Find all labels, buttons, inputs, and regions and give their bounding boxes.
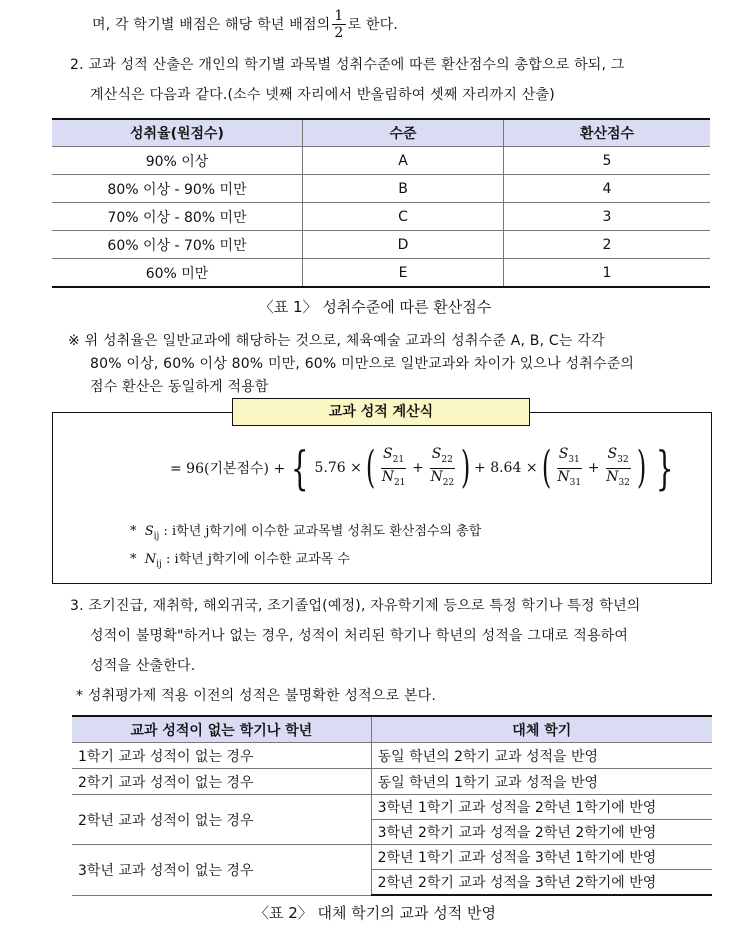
subscript: 32 [618, 477, 630, 488]
fraction-numerator: 1 [334, 7, 344, 24]
symbol-s: S [431, 445, 442, 462]
formula-box-title: 교과 성적 계산식 [232, 398, 530, 426]
legend-s-ij [130, 520, 481, 542]
subscript: 21 [393, 477, 406, 488]
cell-missing: 2학년 교과 성적이 없는 경우 [72, 795, 371, 845]
cell-score: 3 [504, 203, 711, 231]
fraction-s31-n31 [557, 446, 582, 491]
right-brace-symbol: } [655, 441, 674, 495]
formula-lead: = 96(기본점수) + [170, 461, 286, 477]
table-row [52, 259, 710, 288]
right-paren-symbol: ) [636, 442, 646, 493]
table-row [72, 845, 712, 870]
cell-level: A [303, 147, 504, 175]
subscript: 21 [392, 454, 405, 465]
table-header-row [52, 119, 710, 147]
left-paren-symbol: ( [541, 442, 551, 493]
symbol-n: N [430, 468, 443, 485]
cell-score: 2 [504, 231, 711, 259]
formula-coef2: + 8.64 × [474, 460, 538, 476]
cell-substitute: 2학년 2학기 교과 성적을 3학년 2학기에 반영 [371, 870, 712, 896]
subscript: 31 [569, 477, 582, 488]
table-row [52, 203, 710, 231]
header-converted-score: 환산점수 [504, 119, 711, 147]
note1-line3: 점수 환산은 동일하게 적용함 [90, 379, 269, 395]
cell-rate: 90% 이상 [52, 147, 303, 175]
fraction-denominator: 2 [334, 24, 344, 41]
one-half-fraction [332, 8, 345, 41]
cell-rate: 60% 미만 [52, 259, 303, 288]
header-achievement-rate: 성취율(원점수) [52, 119, 303, 147]
header-level: 수준 [303, 119, 504, 147]
table1-caption: 〈표 1〉 성취수준에 따른 환산점수 [258, 298, 492, 316]
right-paren-symbol: ) [460, 442, 471, 493]
subscript: 32 [617, 454, 629, 465]
symbol-n: N [144, 552, 157, 567]
cell-missing: 2학기 교과 성적이 없는 경우 [72, 769, 371, 795]
fraction-s21-n21 [381, 446, 406, 491]
cell-missing: 1학기 교과 성적이 없는 경우 [72, 743, 371, 769]
grade-formula [170, 440, 679, 496]
cell-substitute: 동일 학년의 1학기 교과 성적을 반영 [371, 769, 712, 795]
cell-level: B [303, 175, 504, 203]
table-row [72, 743, 712, 769]
cell-rate: 80% 이상 - 90% 미만 [52, 175, 303, 203]
plus-sign: + [587, 460, 600, 476]
subscript: ij [156, 559, 162, 570]
subscript: 31 [568, 454, 580, 465]
note1-line2: 80% 이상, 60% 이상 80% 미만, 60% 미만으로 일반교과와 차이가 있으나 성취수준의 [90, 356, 635, 372]
achievement-conversion-table [52, 118, 710, 288]
cell-level: C [303, 203, 504, 231]
table-row [72, 769, 712, 795]
plus-sign: + [412, 460, 424, 476]
left-paren-symbol: ( [365, 442, 376, 493]
cell-rate: 60% 이상 - 70% 미만 [52, 231, 303, 259]
symbol-n: N [606, 468, 619, 485]
cell-substitute: 2학년 1학기 교과 성적을 3학년 1학기에 반영 [371, 845, 712, 870]
intro-text-suffix: 로 한다. [347, 17, 399, 33]
left-brace-symbol: { [291, 441, 309, 495]
table-row [52, 147, 710, 175]
legend-n-ij [130, 548, 350, 570]
symbol-n: N [381, 468, 394, 485]
symbol-s: S [383, 445, 393, 462]
item3-note: * 성취평가제 적용 이전의 성적은 불명확한 성적으로 본다. [76, 688, 437, 704]
cell-level: E [303, 259, 504, 288]
table2-caption: 〈표 2〉 대체 학기의 교과 성적 반영 [253, 904, 497, 922]
cell-rate: 70% 이상 - 80% 미만 [52, 203, 303, 231]
item2-line1: 2. 교과 성적 산출은 개인의 학기별 과목별 성취수준에 따른 환산점수의 총합으로 하되, 그 [70, 57, 625, 73]
item2-line2: 계산식은 다음과 같다.(소수 넷째 자리에서 반올림하여 셋째 자리까지 산출) [90, 87, 555, 103]
table-row [72, 795, 712, 820]
item3-line2: 성적이 불명확"하거나 없는 경우, 성적이 처리된 학기나 학년의 성적을 그대로 적용하여 [90, 628, 629, 644]
item3-line1: 3. 조기진급, 재취학, 해외귀국, 조기졸업(예정), 자유학기제 등으로 특정 학기나 특정 학년의 [70, 598, 641, 614]
symbol-s: S [607, 445, 618, 462]
cell-substitute: 3학년 2학기 교과 성적을 2학년 2학기에 반영 [371, 820, 712, 845]
symbol-s: S [144, 524, 154, 539]
subscript: ij [153, 531, 160, 542]
cell-substitute: 동일 학년의 2학기 교과 성적을 반영 [371, 743, 712, 769]
intro-line [92, 6, 398, 42]
header-substitute: 대체 학기 [371, 716, 712, 743]
symbol-n: N [557, 468, 570, 485]
cell-substitute: 3학년 1학기 교과 성적을 2학년 1학기에 반영 [371, 795, 712, 820]
symbol-s: S [558, 445, 569, 462]
legend-n-text: : i학년 j학기에 이수한 교과목 수 [165, 552, 350, 567]
cell-level: D [303, 231, 504, 259]
cell-score: 5 [504, 147, 711, 175]
bullet-icon: * [130, 552, 145, 567]
note1-line1: ※ 위 성취율은 일반교과에 해당하는 것으로, 체육예술 교과의 성취수준 A, B, C는 각각 [68, 333, 605, 349]
header-missing-period: 교과 성적이 없는 학기나 학년 [72, 716, 371, 743]
table-row [52, 231, 710, 259]
legend-s-text: : i학년 j학기에 이수한 교과목별 성취도 환산점수의 총합 [163, 524, 482, 539]
table-row [52, 175, 710, 203]
bullet-icon: * [130, 524, 145, 539]
substitute-semester-table [72, 715, 712, 896]
subscript: 22 [442, 477, 455, 488]
item3-line3: 성적을 산출한다. [90, 658, 196, 674]
fraction-s22-n22 [430, 446, 455, 491]
subscript: 22 [441, 454, 453, 465]
cell-score: 1 [504, 259, 711, 288]
fraction-s32-n32 [606, 446, 631, 491]
table-header-row [72, 716, 712, 743]
cell-score: 4 [504, 175, 711, 203]
intro-text-prefix: 며, 각 학기별 배점은 해당 학년 배점의 [92, 17, 331, 33]
cell-missing: 3학년 교과 성적이 없는 경우 [72, 845, 371, 896]
formula-coef1: 5.76 × [314, 460, 362, 476]
